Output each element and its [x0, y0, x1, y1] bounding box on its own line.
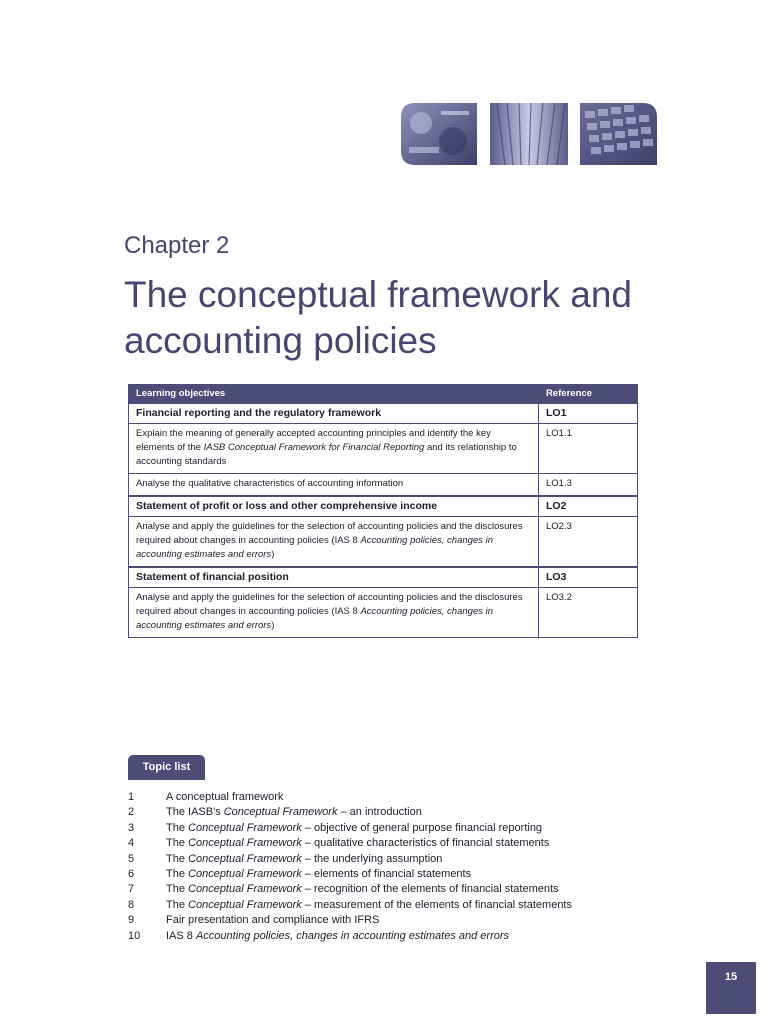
objective-cell — [129, 496, 539, 517]
topic-text — [166, 790, 688, 805]
chapter-label: Chapter 2 — [124, 232, 230, 259]
topic-number: 7 — [128, 883, 135, 896]
text-segment: – recognition of the elements of financial statements — [301, 883, 559, 896]
italic-text: Accounting policies, changes in accounting estimates and errors — [136, 606, 494, 631]
table-section-row — [129, 496, 638, 517]
text-segment: The — [166, 821, 189, 834]
header-learning-objectives: Learning objectives — [129, 385, 539, 404]
topic-text — [166, 913, 688, 928]
text-segment: ) — [271, 620, 275, 631]
italic-text: Accounting policies, changes in accounting estimates and errors — [136, 535, 494, 560]
topic-number: 5 — [128, 852, 135, 865]
table-row — [129, 588, 638, 638]
italic-text: Conceptual Framework — [188, 821, 302, 834]
text-segment: – the underlying assumption — [301, 852, 443, 865]
text-segment: ) — [271, 549, 275, 560]
text-segment: Fair presentation and compliance with IFRS — [166, 914, 380, 927]
text-segment: The — [166, 883, 189, 896]
topic-list-item — [128, 898, 688, 913]
chapter-title-line-1: The conceptual framework and — [124, 274, 632, 315]
text-segment: Analyse the qualitative characteristics of accounting information — [136, 478, 404, 489]
reference-cell: LO1 — [539, 404, 638, 424]
reference-cell: LO3 — [539, 567, 638, 588]
reference-cell: LO1.1 — [539, 424, 638, 474]
topic-text — [166, 821, 688, 836]
text-segment: A conceptual framework — [166, 791, 284, 803]
table-section-row — [129, 567, 638, 588]
text-segment: The — [166, 852, 189, 865]
text-segment: The — [166, 898, 189, 911]
text-segment: – elements of financial statements — [301, 868, 472, 881]
objective-cell — [129, 588, 539, 638]
topic-number: 9 — [128, 914, 135, 927]
topic-number: 8 — [128, 898, 135, 911]
topic-text — [166, 882, 688, 897]
text-segment: – measurement of the elements of financial statements — [301, 898, 572, 911]
topic-list-item — [128, 882, 688, 897]
topic-number: 10 — [128, 929, 141, 942]
text-segment: The — [166, 837, 189, 850]
italic-text: IASB Conceptual Framework for Financial Reporting — [203, 442, 425, 453]
objective-cell — [129, 424, 539, 474]
topic-list-item — [128, 805, 688, 820]
topic-list-item — [128, 821, 688, 836]
text-segment: IAS 8 — [166, 929, 196, 942]
learning-objectives-table — [128, 384, 638, 638]
text-segment: Explain the meaning of generally accepted accounting principles and identify the key elements of the — [136, 428, 491, 453]
topic-text — [166, 852, 688, 867]
italic-text: Conceptual Framework — [188, 837, 302, 850]
reference-cell: LO3.2 — [539, 588, 638, 638]
topic-list-item — [128, 836, 688, 851]
italic-text: Conceptual Framework — [188, 868, 302, 881]
reference-cell: LO2 — [539, 496, 638, 517]
topic-number: 3 — [128, 821, 135, 834]
topic-list — [128, 790, 688, 944]
objective-cell — [129, 517, 539, 568]
learning-objectives-body — [129, 404, 638, 638]
italic-text: Conceptual Framework — [188, 883, 302, 896]
objective-cell — [129, 567, 539, 588]
italic-text: Conceptual Framework — [223, 806, 338, 819]
topic-list-item — [128, 929, 688, 944]
table-section-row — [129, 404, 638, 424]
objective-cell — [129, 474, 539, 497]
text-segment: Statement of profit or loss and other comprehensive income — [136, 500, 438, 512]
text-segment: Statement of financial position — [136, 571, 289, 583]
topic-list-item — [128, 852, 688, 867]
chapter-title — [124, 272, 724, 364]
text-segment: Analyse and apply the guidelines for the selection of accounting policies and the disclosures required about changes in accounting policies (IAS 8 — [136, 521, 523, 546]
topic-list-item — [128, 867, 688, 882]
header-reference: Reference — [539, 385, 638, 404]
chapter-banner-image — [401, 103, 657, 165]
text-segment: The — [166, 868, 189, 881]
topic-list-item — [128, 790, 688, 805]
reference-cell: LO2.3 — [539, 517, 638, 568]
topic-text — [166, 867, 688, 882]
topic-number: 4 — [128, 837, 135, 850]
italic-text: Conceptual Framework — [188, 898, 302, 911]
text-segment: Financial reporting and the regulatory framework — [136, 407, 382, 419]
text-segment: – an introduction — [337, 806, 422, 819]
table-header-row — [129, 385, 638, 404]
topic-list-item — [128, 913, 688, 928]
page-number: 15 — [706, 962, 756, 1014]
reference-cell: LO1.3 — [539, 474, 638, 497]
italic-text: Accounting policies, changes in accounting estimates and errors — [195, 929, 510, 942]
chapter-title-line-2: accounting policies — [124, 320, 437, 361]
text-segment: The IASB's — [166, 806, 224, 819]
table-row — [129, 474, 638, 497]
topic-text — [166, 929, 688, 944]
topic-text — [166, 805, 688, 820]
italic-text: Conceptual Framework — [188, 852, 302, 865]
text-segment: – qualitative characteristics of financial statements — [301, 837, 550, 850]
table-row — [129, 517, 638, 568]
text-segment: and its relationship to accounting standards — [136, 442, 517, 467]
text-segment: – objective of general purpose financial reporting — [301, 821, 543, 834]
topic-text — [166, 836, 688, 851]
topic-list-tab: Topic list — [128, 755, 205, 780]
topic-number: 2 — [128, 806, 135, 819]
topic-text — [166, 898, 688, 913]
topic-number: 1 — [128, 791, 135, 803]
topic-number: 6 — [128, 868, 135, 881]
text-segment: Analyse and apply the guidelines for the selection of accounting policies and the disclosures required about changes in accounting policies (IAS 8 — [136, 592, 523, 617]
table-row — [129, 424, 638, 474]
objective-cell — [129, 404, 539, 424]
